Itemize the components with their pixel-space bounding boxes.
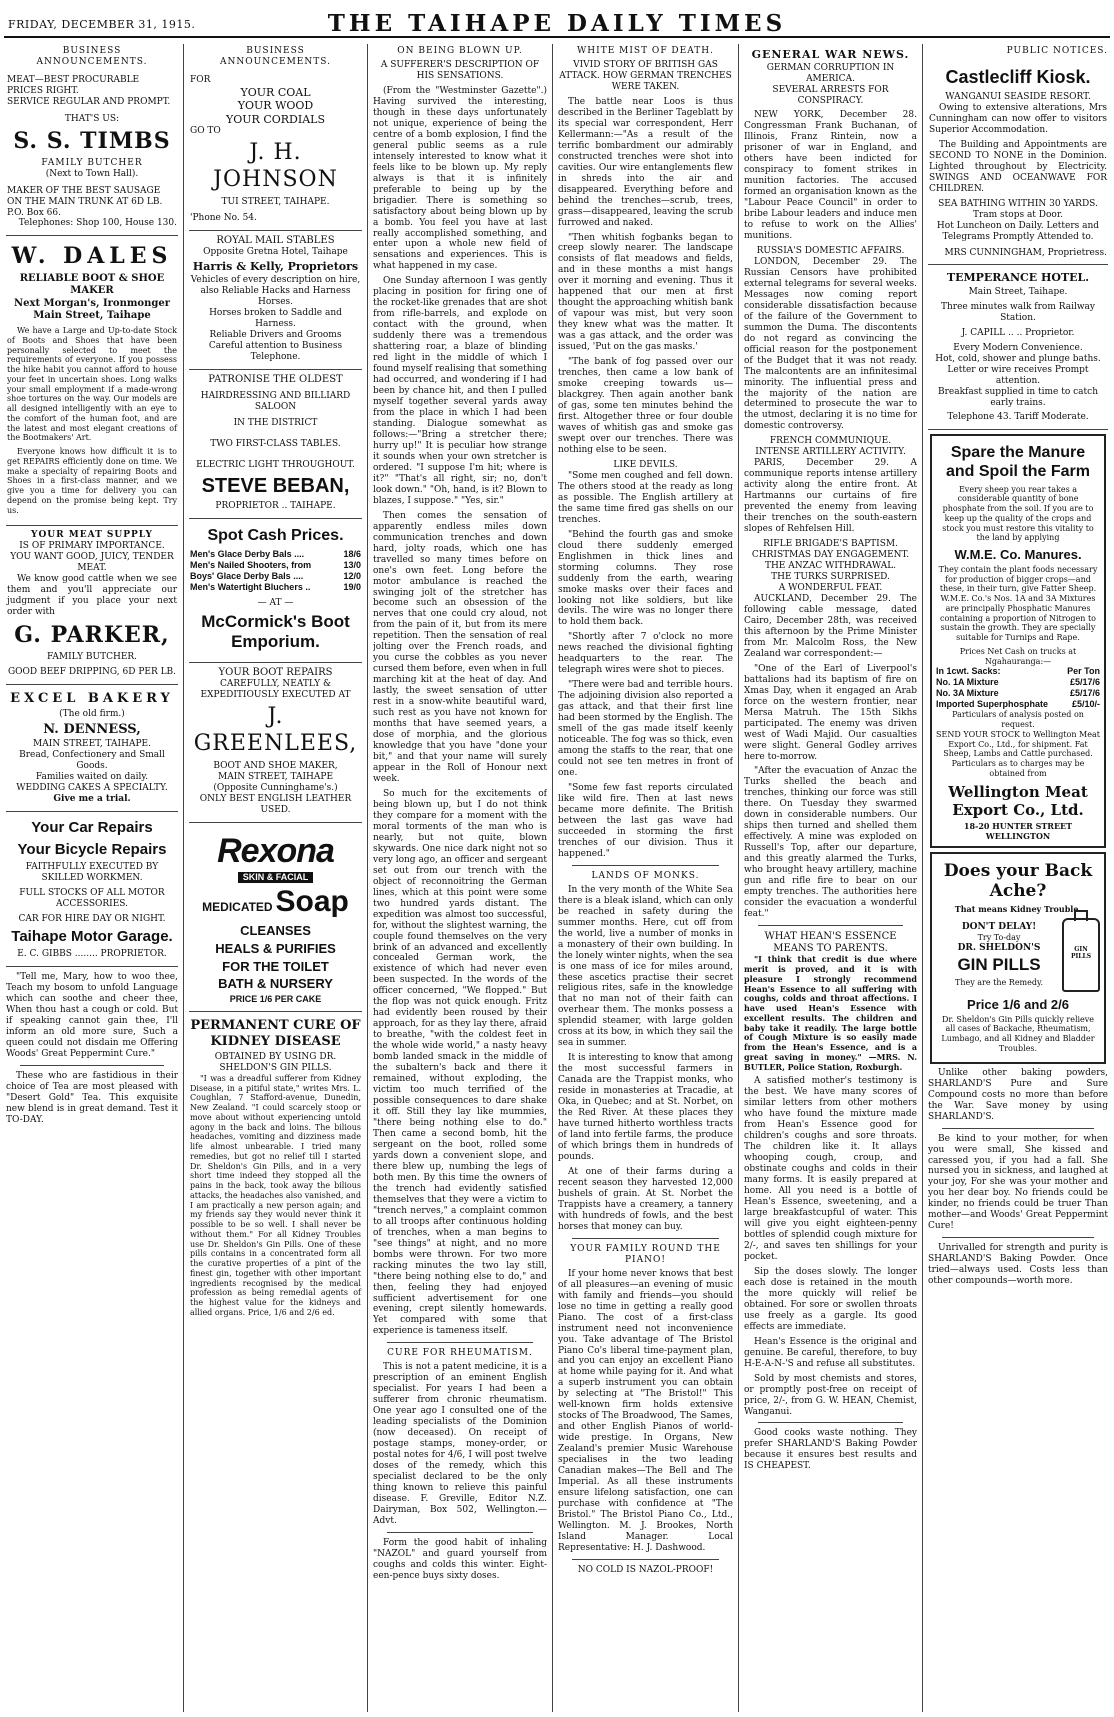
poem-peppermint-cure: "Tell me, Mary, how to woo thee, Teach my bosom to unfold Language which can soothe and cheer thee, When thou hast a cough or cold. But if speaking cannot gain thee, I'll inform an old more sure, Such a queen could not disdain me Offering Woods' Great Peppermint Cure." bbox=[6, 972, 178, 1059]
price-item: No. 1A Mixture bbox=[936, 677, 999, 688]
ad-line: FAITHFULLY EXECUTED BY SKILLED WORKMEN. bbox=[25, 861, 159, 883]
article-paragraph: A satisfied mother's testimony is the best. We have many scores of similar letters from other mothers who have found the mixture made from Hean's Essence good for children's coughs and sore throats. The children like it. It allays whooping cough, croup, and obstinate coughs and colds in their many forms. It is easily prepared at home. All you need is a bottle of Hean's Essence, sweetening, and a large breakfastcupful of water. This will give you eight eighteen-penny bottles of splendid cough mixture for 2/-, and saves ten shillings for your pocket. bbox=[744, 1076, 917, 1262]
ad-body: They contain the plant foods necessary for production of bigger crops—and these, in their turn, give Fatter Sheep. W.M.E. Co.'s Nos. 1A and 3A Mixtures are principally Phosphatic Manures containing a proportion of Nitrogen to sustain the growth. They are specially suitable for Turnips and Rape. bbox=[938, 564, 1098, 643]
ad-line: E. C. GIBBS ........ PROPRIETOR. bbox=[17, 949, 167, 960]
ad-parker bbox=[6, 526, 178, 685]
ad-title: Castlecliff Kiosk. bbox=[945, 66, 1091, 87]
ad-line: SEA BATHING WITHIN 30 YARDS. bbox=[938, 198, 1098, 209]
ad-line: Give me a trial. bbox=[53, 794, 131, 805]
ad-line: FAMILY BUTCHER bbox=[41, 157, 143, 168]
ad-line: YOUR BOOT REPAIRS bbox=[218, 667, 333, 679]
ad-line: Prices Net Cash on trucks at Ngahauranga:— bbox=[959, 646, 1077, 666]
column-rule bbox=[738, 44, 739, 1712]
news-headline: A WONDERFUL FEAT. bbox=[778, 582, 883, 593]
divider bbox=[572, 865, 719, 866]
ad-name: J. H. JOHNSON bbox=[213, 140, 338, 192]
ad-line: J. CAPILL .. .. Proprietor. bbox=[961, 327, 1075, 338]
ad-line: Telephones: Shop 100, House 130. bbox=[18, 218, 177, 229]
article-paragraph: If your home never knows that best of all pleasures—an evening of music with family and friends—you should lose no time in getting a really good Piano. The cost of a first-class instrument need not inconvenience you. Take advantage of The Bristol Piano Co's liberal time-payment plan, and you can enjoy an excellent Piano at home while paying for it. And what a superb instrument you can obtain by selecting at "The Bristol!" This well-known firm holds extensive stocks of The Broadwood, The Sames, and other English Pianos of world-wide prestige. In Organs, New Zealand's premier Music Warehouse specialises in the two leading Canadian makes—The Bell and The Imperial. As all these instruments ensure lifelong satisfaction, one can purchase with confidence at "The Bristol." The Bristol Piano Co., Ltd., Wellington. M. J. Brookes, North Island Manager. Local Representative: H. J. Dashwood. bbox=[558, 1268, 733, 1553]
column-rule bbox=[367, 44, 368, 1712]
ad-line: PROPRIETOR .. TAIHAPE. bbox=[215, 501, 336, 512]
ad-greenlees bbox=[189, 663, 362, 823]
ad-body: Everyone knows how difficult it is to get REPAIRS efficiently done on time. We make a specialty of repairing Boots and Shoes in a first-class manner, and we give you a time for delivery you can depend on the promise being kept. Try us. bbox=[7, 447, 177, 515]
column-rule bbox=[552, 44, 553, 1712]
ad-beban bbox=[189, 370, 362, 519]
ad-line: (Next to Town Hall). bbox=[45, 168, 139, 179]
news-headline: GERMAN CORRUPTION IN AMERICA. bbox=[766, 63, 895, 85]
ad-gin-pills bbox=[930, 852, 1106, 1064]
newspaper-title: THE TAIHAPE DAILY TIMES bbox=[327, 10, 787, 37]
article-paragraph: In the very month of the White Sea there is a bleak island, which can only be reached in safety during the summer months. Here, cut off from the world, live a number of monks in a monastery of their own building. In the lonely winter nights, when the sea is one mass of ice for miles around, these ascetics practise their secret religious rites, safe in the knowledge that no man not of their faith can overhear them. The monks possess a splendid steamer, with large golden cross at its bow, in which they sail the sea in summer. bbox=[558, 884, 733, 1049]
ad-body: We know good cattle when we see them and you'll appreciate our judgment if you place your next order with bbox=[7, 574, 177, 618]
ad-line: HEALS & PURIFIES bbox=[215, 940, 336, 956]
notice-sharland: Unrivalled for strength and purity is SHARLAND'S Baking Powder. Once tried—always used. Costs less than other compounds—worth more. bbox=[928, 1243, 1108, 1287]
ad-line: MAIN STREET, TAIHAPE bbox=[217, 771, 334, 782]
article-paragraph: "Some few fast reports circulated like wild fire. Then at last news became more definite. The British between the last gas wave had succeeded in storming the first trenches of our division. Thus it happened." bbox=[558, 783, 733, 859]
ad-line: Main Street, Taihape. bbox=[968, 286, 1068, 297]
ad-name: STEVE BEBAN, bbox=[201, 475, 350, 498]
column-public-notices bbox=[928, 44, 1108, 1712]
ad-line: Tram stops at Door. bbox=[972, 209, 1064, 220]
article-paragraph: Hean's Essence is the original and genuine. Be careful, therefore, to buy H-E-A-N-'S and refuse all substitutes. bbox=[744, 1336, 917, 1369]
ad-mccormick bbox=[189, 519, 362, 663]
ad-line: Soap bbox=[275, 885, 349, 919]
article-title: WHITE MIST OF DEATH. bbox=[577, 46, 714, 56]
ad-line: PATRONISE THE OLDEST bbox=[208, 374, 343, 385]
article-title: YOUR FAMILY ROUND THE PIANO! bbox=[570, 1243, 721, 1265]
ad-line: Letter or wire receives Prompt attention. bbox=[947, 364, 1089, 386]
ad-line: PRICE 1/6 PER CAKE bbox=[229, 994, 322, 1005]
ad-line: YOUR COAL bbox=[240, 85, 311, 99]
ad-line: Horses broken to Saddle and Harness. bbox=[209, 308, 342, 330]
section-header: BUSINESS ANNOUNCEMENTS. bbox=[220, 46, 331, 67]
article-paragraph: (From the "Westminster Gazette".) Having survived the interesting, though in these days unfortunately not unique, experience of being the centre of a bomb explosion, I find the general public seems as a rule intensely interested to know what it feels like to be blown up. My reply always is that it is infinitely preferable to being up by the brigadier. There is something so satisfactory about being blown up by a bomb. You feel you have at last really accomplished something, and enter upon a whole new field of sensations and experiences. This is what happened in my case. bbox=[373, 85, 547, 272]
news-paragraph: AUCKLAND, December 29. The following cable message, dated Cairo, December 28th, was received this afternoon by the Prime Minister from Mr. Malcolm Ross, the New Zealand war correspondent:— bbox=[744, 593, 917, 659]
masthead-rule bbox=[4, 36, 1110, 38]
article-paragraph: "Some men coughed and fell down. The others stood at the ready as long as possible. The English artillery at the same time fired gas shells on our trenches. bbox=[558, 470, 733, 525]
ad-title: Does your Back Ache? bbox=[943, 860, 1093, 902]
ad-title: PERMANENT CURE OF KIDNEY DISEASE bbox=[190, 1018, 361, 1050]
divider bbox=[942, 1237, 1094, 1238]
article-paragraph: "Then whitish fogbanks began to creep slowly nearer. The landscape consists of flat meadows and fields, and in these months a mist hangs over it morning and evening. Thus it happened that our men at first thought the approaching whitish bank of vapour was mist, but very soon they knew what was the matter. It was a gas attack, and the order was issued, 'Put on the gas masks.' bbox=[558, 232, 733, 353]
news-paragraph: PARIS, December 29. A communique reports intense artillery activity along the entire front. At Hartmanns our curtains of fire prevented the enemy from leaving their trenches on the south-eastern slopes of Rehfelsen Hill. bbox=[744, 458, 917, 535]
ad-line: Your Car Repairs bbox=[31, 819, 153, 837]
ad-dales bbox=[6, 236, 178, 526]
ad-title: EXCEL BAKERY bbox=[10, 690, 174, 706]
article-subtitle: VIVID STORY OF BRITISH GAS ATTACK. HOW GERMAN TRENCHES WERE TAKEN. bbox=[559, 59, 732, 92]
article-paragraph: So much for the excitements of being blown up, but I do not think they compare for a moment with the moral torments of the man who is nearly, but not quite, blown skywards. One nice dark night not so very long ago, an officer and sergeant set out from our trench with the object of reconnoitring the German lines, which at this point were some two hundred yards distant. The expedition was almost too successful, for, without the slightest warning, the couple found themselves on the very brink of an advanced and excellently concealed German work, the existence of which had never even been suspected. In the words of the officer concerned, "We flopped." But the flop was not quick enough. Fritz had evidently been roused by their approach, for as they lay there, afraid to breathe, "with the coldest feet in the whole wide world," a nasty heavy bomb landed smack in the middle of the subaltern's back and there it remained, without exploding, the victim too much terrified of the possible consequences to dare shake it off. Still they lay like mummies, "there being nothing else to do." Then came a second bomb, hit the sergeant on the boot, rolled some yards down a convenient slope, and there blew up, numbing the legs of both men. By this time the owners of the trench had evidently satisfied themselves that they were a victim to "trench nerves," a complaint common to all troops after continuous holding of trenches, when a man begins to "see things" at night, and no more bombs were thrown. For two more racking minutes the two lay still, "there being nothing else to do," and then, feeling they had enjoyed sufficient advertisement for one evening, crept silently homewards. Yet compared with some that experience is tameness itself. bbox=[373, 788, 547, 1337]
price-header-row bbox=[936, 666, 1100, 677]
divider bbox=[20, 1065, 164, 1066]
divider bbox=[942, 1128, 1094, 1129]
ad-line: WANGANUI SEASIDE RESORT. bbox=[945, 91, 1091, 102]
ad-line: 'Phone No. 54. bbox=[190, 212, 257, 223]
ad-royal-mail-stables bbox=[189, 231, 362, 370]
ad-line: Opposite Gretna Hotel, Taihape bbox=[203, 246, 348, 257]
ad-line: — AT — bbox=[257, 597, 294, 608]
column-business-1 bbox=[6, 44, 178, 1712]
article-paragraph: "Behind the fourth gas and smoke cloud there suddenly emerged Englishmen in thick lines and storming columns. They rose suddenly from the earth, wearing smoke masks over their faces and looking not like soldiers, but like devils. The wire was no longer there to hold them back. bbox=[558, 529, 733, 628]
news-headline: THE ANZAC WITHDRAWAL. bbox=[764, 561, 897, 572]
notice-sharland: Unlike other baking powders, SHARLAND'S Pure and Sure Compound costs no more than before the War. Save money by using SHARLAND'S. bbox=[928, 1067, 1108, 1122]
news-headline: INTENSE ARTILLERY ACTIVITY. bbox=[755, 447, 906, 458]
ad-title: Spare the Manure and Spoil the Farm bbox=[945, 443, 1090, 481]
ad-line: YOUR WOOD bbox=[237, 99, 314, 113]
bottle-label: GIN PILLS bbox=[1070, 945, 1092, 961]
article-paragraph: This is not a patent medicine, it is a prescription of an eminent English specialist. For years I had been a sufferer from chronic rheumatism. One year ago I consulted one of the leading specialists of the Dominion (now deceased). On receipt of postage stamps, money-order, or postal notes for 4/6, I will post twelve doses of the remedy, which this specialist declared to be the only thing known to relieve this painful disease. F. Greville, Editor N.Z. Dairyman, Box 502, Wellington.—Advt. bbox=[373, 1362, 547, 1526]
article-paragraph: Sip the doses slowly. The longer each dose is retained in the mouth the more quickly will relief be obtained. For sore or swollen throats use freely as a gargle. Its good effects are immediate. bbox=[744, 1266, 917, 1332]
section-title: GENERAL WAR NEWS. bbox=[751, 48, 910, 61]
ad-line: P.O. Box 66. bbox=[7, 207, 61, 218]
article-paragraph: "Shortly after 7 o'clock no more news reached the divisional fighting headquarters to the rear. The telegraph wires were shot to pieces. bbox=[558, 632, 733, 676]
ad-line: IS OF PRIMARY IMPORTANCE. bbox=[19, 541, 165, 552]
notice-nazol: NO COLD IS NAZOL-PROOF! bbox=[577, 1564, 714, 1575]
ad-line: FAMILY BUTCHER. bbox=[46, 651, 138, 662]
ad-line: Every Modern Convenience. bbox=[953, 342, 1083, 353]
ad-title: TEMPERANCE HOTEL. bbox=[946, 271, 1090, 285]
divider bbox=[758, 1422, 903, 1423]
ad-name: GIN PILLS bbox=[957, 955, 1041, 975]
column-rule bbox=[183, 44, 184, 1712]
testimonial: "I think that credit is due where merit is proved, and it is with pleasure I strongly recommend Hean's Essence to all suffering with coughs, colds and throat affections. I have used Hean's Essence with excellent results. The children and baby take it readily. The large bottle of Cough Mixture is so easily made from the Hean's Essence, and is a great saving in money." —MRS. N. BUTLER, Police Station, Roxburgh. bbox=[744, 954, 917, 1072]
ad-name: W. DALES bbox=[11, 243, 173, 270]
ad-line: Try To-day bbox=[977, 932, 1021, 942]
ad-body: SEND YOUR STOCK to Wellington Meat Export Co., Ltd., for shipment. Fat Sheep, Lambs and Cattle purchased. Particulars as to charges may be obtained from bbox=[936, 729, 1100, 778]
ad-line: MEDICATED bbox=[202, 900, 273, 915]
ad-line: Families waited on daily. bbox=[35, 772, 149, 783]
ad-line: Reliable Drivers and Grooms bbox=[209, 330, 342, 341]
news-headline: THE TURKS SURPRISED. bbox=[771, 572, 890, 582]
article-paragraph: It is interesting to know that among the most successful farmers in Canada are the Trappist monks, who reside in monasteries at Tracadie, at Oka, in Quebec; and at St. Norbet, on the Red River. At these places they have turned hitherto worthless tracts of land into fertile farms, the produce of which brings them in hundreds of pounds. bbox=[558, 1053, 733, 1162]
news-headline: RIFLE BRIGADE'S BAPTISM. bbox=[763, 539, 898, 550]
ad-line: Particulars of analysis posted on request. bbox=[952, 710, 1084, 730]
price-item: Men's Glace Derby Bals .... bbox=[190, 548, 305, 559]
ad-line: FULL STOCKS OF ALL MOTOR ACCESSORIES. bbox=[19, 887, 165, 909]
article-title: ON BEING BLOWN UP. bbox=[397, 46, 523, 56]
ad-line: That means Kidney Trouble. bbox=[954, 904, 1082, 915]
divider bbox=[572, 1559, 719, 1560]
article-paragraph: Sold by most chemists and stores, or promptly post-free on receipt of price, 2/-, from G. W. HEAN, Chemist, Wanganui. bbox=[744, 1373, 917, 1417]
price-row bbox=[936, 677, 1100, 688]
ad-line: Hot, cold, shower and plunge baths. bbox=[935, 353, 1101, 364]
ad-line: (The old firm.) bbox=[59, 708, 125, 719]
ad-line: 18-20 HUNTER STREET WELLINGTON bbox=[963, 821, 1073, 841]
ad-line: Bread, Confectionery and Small Goods. bbox=[19, 750, 165, 772]
column-war-news bbox=[744, 44, 917, 1712]
ad-line: OBTAINED BY USING DR. SHELDON'S GIN PILLS. bbox=[214, 1052, 337, 1073]
ad-line: BATH & NURSERY bbox=[218, 976, 333, 992]
ad-name: Harris & Kelly, Proprietors bbox=[192, 259, 359, 273]
column-rule bbox=[922, 44, 923, 1712]
issue-date: FRIDAY, DECEMBER 31, 1915. bbox=[8, 18, 196, 31]
ad-line: GO TO bbox=[190, 126, 221, 137]
ad-line: (Opposite Cunninghame's.) bbox=[213, 782, 338, 793]
price-header: In 1cwt. Sacks: bbox=[936, 666, 1001, 677]
ad-title: ROYAL MAIL STABLES bbox=[216, 234, 335, 246]
ad-body: Every sheep you rear takes a considerable quantity of bone phosphate from the soil. If you are to keep up the quality of the crops and stock you must restore this vitality to the land by applying bbox=[942, 484, 1094, 543]
ad-line: Next Morgan's, Ironmonger bbox=[13, 297, 170, 309]
divider bbox=[572, 1238, 719, 1239]
ad-line: TWO FIRST-CLASS TABLES. bbox=[210, 439, 341, 450]
price-item: No. 3A Mixture bbox=[936, 688, 999, 699]
price-row bbox=[190, 571, 361, 582]
price-item: Imported Superphosphate bbox=[936, 699, 1049, 710]
notice-tea: These who are fastidious in their choice of Tea are most pleased with "Desert Gold" Tea. This exquisite new blend is in great demand. Test it TO-DAY. bbox=[6, 1070, 178, 1125]
news-headline: FRENCH COMMUNIQUE. bbox=[769, 436, 892, 447]
article-title: LANDS OF MONKS. bbox=[591, 870, 700, 881]
ad-line: Main Street, Taihape bbox=[33, 309, 151, 321]
price-value: £5/10/- bbox=[1071, 699, 1100, 710]
ad-line: They are the Remedy. bbox=[955, 978, 1043, 988]
ad-line: ONLY BEST ENGLISH LEATHER USED. bbox=[199, 793, 352, 815]
section-header: PUBLIC NOTICES. bbox=[1006, 46, 1108, 56]
column-business-2 bbox=[189, 44, 362, 1712]
article-subhead: LIKE DEVILS. bbox=[613, 459, 678, 470]
news-headline: RUSSIA'S DOMESTIC AFFAIRS. bbox=[756, 245, 905, 256]
article-paragraph: One Sunday afternoon I was gently placing in position for firing one of the rocket-like grenades that are shot from rifle-barrels, and explode on contact with the ground, when suddenly there was a tremendous shattering roar, a blaze of blinding red light in the middle of which I found myself realising that something had occurred, and wondering if I had been by chance hit, and then I pulled myself together several yards away from the place in which I had been standing. Dialogue somewhat as follows:—"Bring a stretcher there; hurry up!" It is peculiar how strange it sounds when your own stretcher is ordered. "I suppose I'm hit; where is it?" "That's all right, sir; no, don't look down." "Oh, hand, is it? Blown to blazes, I suppose." "Yes, sir." bbox=[373, 276, 547, 506]
price-item: Men's Watertight Bluchers .. bbox=[190, 581, 311, 592]
ad-line: YOU WANT GOOD, JUICY, TENDER MEAT. bbox=[10, 552, 174, 574]
ad-line: Telephone 43. Tariff Moderate. bbox=[947, 411, 1089, 422]
price-row bbox=[190, 582, 361, 593]
ad-line: GOOD BEEF DRIPPING, 6D PER LB. bbox=[7, 666, 177, 677]
ad-line: CAR FOR HIRE DAY OR NIGHT. bbox=[18, 913, 166, 924]
ad-line: FOR THE TOILET bbox=[222, 958, 329, 974]
notice-nazol: Form the good habit of inhaling "NAZOL" and guard yourself from coughs and colds this winter. Eight-een-pence buys sixty doses. bbox=[373, 1537, 547, 1581]
ad-line: IN THE DISTRICT bbox=[233, 418, 318, 429]
ad-line: PRICES RIGHT. bbox=[7, 85, 79, 96]
ad-line: MRS CUNNINGHAM, Proprietress. bbox=[944, 247, 1107, 258]
price-row bbox=[936, 688, 1100, 699]
ad-body: The Building and Appointments are SECOND TO NONE in the Dominion. Lighted throughout by Electricity. SWINGS AND OCEANWAVE FOR CHILDREN. bbox=[929, 139, 1107, 194]
article-title: CURE FOR RHEUMATISM. bbox=[387, 1348, 533, 1359]
ad-line: Your Bicycle Repairs bbox=[17, 840, 167, 858]
masthead bbox=[0, 0, 1114, 40]
ad-name: J. GREENLEES, bbox=[193, 704, 358, 757]
ad-body: Dr. Sheldon's Gin Pills quickly relieve all cases of Backache, Rheumatism, Lumbago, and all Kidney and Bladder Troubles. bbox=[941, 1014, 1095, 1053]
ad-line: HAIRDRESSING AND BILLIARD SALOON bbox=[200, 391, 351, 413]
ad-line bbox=[190, 884, 361, 921]
price-value: £5/17/6 bbox=[1069, 677, 1100, 688]
ad-timbs bbox=[6, 71, 178, 237]
ad-line: MEAT—BEST PROCURABLE bbox=[7, 74, 140, 85]
ad-line: Vehicles of every description on hire, also Reliable Hacks and Harness Horses. bbox=[190, 275, 361, 308]
news-paragraph: "After the evacuation of Anzac the Turks shelled the beach and trenches, thinking our force was still there. On Tuesday they swarmed down in considerable numbers. Our ships then turned and shelled them effectively. A mine was exploded on Russell's Top, after our departure, and this greatly alarmed the Turks, who brought heavy artillery, machine gun and rifle fire to bear on our empty trenches. The authorities here consider the evacuation a wonderful feat." bbox=[744, 766, 917, 920]
price-value: £5/17/6 bbox=[1069, 688, 1100, 699]
ad-name: S. S. TIMBS bbox=[13, 127, 171, 154]
ad-line: CAREFULLY, NEATLY & EXPEDITIOUSLY EXECUTED AT bbox=[200, 679, 351, 701]
price-row bbox=[936, 699, 1100, 710]
news-paragraph: NEW YORK, December 28. Congressman Frank Buchanan, of Illinois, Franz Rintein, now a prisoner of war in England, and others have been indicted for conspiracy to foment strikes in munition factories. The accused formed an organisation known as the "Labour Peace Council" in order to bribe Labour leaders and induce men to refuse to work on the Allies' munitions. bbox=[744, 110, 917, 241]
ad-line: CLEANSES bbox=[240, 922, 311, 938]
article-paragraph: "There were bad and terrible hours. The adjoining division also reported a gas attack, and that their first line had been stormed by the English. The smell of the gas made itself keenly noticeable. The fog was so thick, even among the staffs to the rear, that one could not see ten metres in front of one. bbox=[558, 680, 733, 779]
price-item: Boys' Glace Derby Bals .... bbox=[190, 570, 304, 581]
ad-body: We have a Large and Up-to-date Stock of Boots and Shoes that have been personally selected to meet the requirements of everyone. If you possess the hike habit you cannot afford to house your feet in uncertain shoes. Long walks your small employment if a made-wrong shoe tortures on the way. Our models are all designed intelligently with an eye to the comfort of the human foot, and are the latest and most elegant creations of the Bootmakers' Art. bbox=[7, 326, 177, 443]
ad-line: THAT'S US: bbox=[64, 113, 120, 124]
ad-wme-manures bbox=[930, 434, 1106, 848]
notice-sharland: Good cooks waste nothing. They prefer SHARLAND'S Baking Powder because it ensures best results and IS CHEAPEST. bbox=[744, 1428, 917, 1472]
ad-line: WEDDING CAKES A SPECIALTY. bbox=[16, 783, 168, 794]
news-paragraph: LONDON, December 29. The Russian Censors have prohibited external telegrams for several weeks. Messages now coming report considerable dissatisfaction because of the failure of the Government to summon the Duma. The discontents do not regard as convincing the official reason for the postponement of the Budget that it was not ready. The malcontents are an infinitesimal minority. The influential press and the majority of the nation are determined to prosecute the war to the utmost, declaring it is no time for domestic controversy. bbox=[744, 256, 917, 432]
ad-name: N. DENNESS, bbox=[43, 721, 141, 737]
divider bbox=[387, 1342, 533, 1343]
ad-name: G. PARKER, bbox=[14, 622, 170, 649]
ad-bakery bbox=[6, 685, 178, 813]
ad-line: Hot Luncheon on Daily. Letters and Telegrams Promptly Attended to. bbox=[936, 220, 1100, 242]
price-value: 18/6 bbox=[343, 548, 361, 559]
ad-line: FOR bbox=[190, 74, 211, 85]
ad-title: Spot Cash Prices. bbox=[207, 527, 344, 545]
ad-line: SERVICE REGULAR AND PROMPT. bbox=[7, 96, 171, 107]
ad-temperance-hotel bbox=[928, 265, 1108, 429]
article-title: WHAT HEAN'S ESSENCE MEANS TO PARENTS. bbox=[764, 931, 897, 955]
news-paragraph: "One of the Earl of Liverpool's battalions had its baptism of fire on Xmas Day, when it engaged an Arab force on the western frontier, near Mersa Matruh. The 15th Sikhs participated. The enemy was driven west of Wadi Majid. Our casualties were slight. General Godley arrives here to-morrow. bbox=[744, 663, 917, 762]
price-value: 12/0 bbox=[343, 570, 361, 581]
price-item: Men's Nailed Shooters, from bbox=[190, 559, 312, 570]
ad-rexona bbox=[189, 823, 362, 1012]
rexona-logo: Rexona bbox=[217, 831, 334, 870]
ad-castlecliff-kiosk bbox=[928, 60, 1108, 266]
ad-line: MAKER OF THE BEST SAUSAGE ON THE MAIN TRUNK AT 6D LB. bbox=[7, 185, 163, 207]
ad-body: Owing to extensive alterations, Mrs Cunningham can now offer to visitors Superior Accommodation. bbox=[929, 102, 1107, 135]
article-paragraph: At one of their farms during a recent season they harvested 12,000 bushels of grain. At St. Norbet the Trappists have a creamery, a tannery with hundreds of fowls, and the best horses that money can buy. bbox=[558, 1166, 733, 1232]
poem-mother: Be kind to your mother, for when you were small, She kissed and caressed you, if you had a fall. She nursed you in sickness, and laughed at your joy, For she was your mother and you her dear boy. No friends could be kinder, no friends could be truer Than mother—and Woods' Great Peppermint Cure! bbox=[928, 1133, 1108, 1232]
divider bbox=[387, 1532, 533, 1533]
ad-name: Taihape Motor Garage. bbox=[11, 927, 173, 945]
ad-line: Breakfast supplied in time to catch early trains. bbox=[937, 386, 1098, 408]
ad-title: YOUR MEAT SUPPLY bbox=[31, 530, 153, 541]
price-row bbox=[190, 560, 361, 571]
ad-kidney-cure bbox=[189, 1012, 362, 1327]
price-row bbox=[190, 549, 361, 560]
ad-line: TUI STREET, TAIHAPE. bbox=[221, 196, 330, 207]
ad-name: McCormick's Boot Emporium. bbox=[201, 611, 350, 652]
gin-pills-bottle-icon bbox=[1062, 918, 1100, 992]
ad-line: BOOT AND SHOE MAKER, bbox=[213, 761, 338, 771]
ad-line: Three minutes walk from Railway Station. bbox=[940, 301, 1095, 323]
ad-line: MAIN STREET, TAIHAPE. bbox=[33, 739, 151, 750]
article-paragraph: Then comes the sensation of apparently endless miles down communication trenches and down hard, jolty roads, which one has travelled so many times before on one's own feet. Long before the motor ambulance is reached the swinging jolt of the stretcher has become such an obsession of the nerves that one could cry aloud, not from the pain of it, but from its mere repetition. Then the sensation of real jolting over the French roads, and you curse the cobbles as you never cursed them before, even when in full marching kit at the heat of day. And lastly, the sweet sensation of utter rest in a snow-white beautiful ward, such rest as you have not known for months that have seemed years, a dose of morphia, and the glorious knowledge that you have "done your bit," and that your name will surely appear in the Roll of Honour next week. bbox=[373, 510, 547, 784]
article-paragraph: The battle near Loos is thus described in the Berliner Tageblatt by its special war correspondent, Herr Kellermann:—"As a result of the terrific bombardment our admirably constructed trenches were shot into cavities. Our wire entanglements flew in shreds into the air and disappeared. Everything before and behind the trenches—scrub, trees, grass—disappeared, leaving the scrub furrowed and naked. bbox=[558, 96, 733, 228]
ad-name: Wellington Meat Export Co., Ltd. bbox=[948, 782, 1088, 819]
news-headline: CHRISTMAS DAY ENGAGEMENT. bbox=[751, 550, 910, 561]
section-header: BUSINESS ANNOUNCEMENTS. bbox=[36, 46, 148, 67]
price-value: 19/0 bbox=[343, 581, 361, 592]
ad-line: Careful attention to Business Telephone. bbox=[208, 341, 343, 363]
ad-line: RELIABLE BOOT & SHOE MAKER bbox=[19, 273, 165, 297]
ad-line: Price 1/6 and 2/6 bbox=[967, 996, 1069, 1012]
ad-line: YOUR CORDIALS bbox=[226, 112, 325, 126]
news-headline: SEVERAL ARRESTS FOR CONSPIRACY. bbox=[772, 85, 889, 107]
column-article-white-mist bbox=[558, 44, 733, 1712]
article-subtitle: A SUFFERER'S DESCRIPTION OF HIS SENSATIONS. bbox=[380, 59, 540, 81]
column-article-blown-up bbox=[373, 44, 547, 1712]
ad-line: ELECTRIC LIGHT THROUGHOUT. bbox=[196, 460, 355, 471]
article-paragraph: "The bank of fog passed over our trenches, then came a low bank of smoke creeping towards us—blackgrey. Then again another bank of gas, some ten minutes behind the first. Altogether three or four double waves of whitish gas and smoke gas swept over our trenches. There was nothing else to be seen. bbox=[558, 357, 733, 455]
ad-line: DON'T DELAY! bbox=[961, 921, 1037, 932]
ad-motor-garage bbox=[6, 812, 178, 967]
ad-body: "I was a dreadful sufferer from Kidney Disease, in a pitiful state," writes Mrs. L. Coughlan, 7 Stafford-avenue, Dunedin, New Zealand. "I could scarcely stoop or move about without experiencing untold agony in the back and loins. The bilious headaches, vomiting and dizziness made life almost unbearable. I tried many remedies, but got no relief till I started Dr. Sheldon's Gin Pills, and in a very short time indeed they stopped all the pains in the back, took away the bilious attacks, the headaches also vanished, and I am practically a new person again; and my friends say they would never think it possible to be so well. I shall never be without them." For all Kidney Troubles use Dr. Sheldon's Gin Pills. One of these pills contains in a concentrated form all the curative properties of a pint of the finest gin, together with other important ingredients recognised by the medical profession as being remedial agents of the highest value for the kidneys and allied organs. Price, 1/6 and 2/6 ed. bbox=[190, 1073, 361, 1317]
ad-line: SKIN & FACIAL bbox=[238, 872, 314, 883]
ad-johnson bbox=[189, 71, 362, 231]
divider bbox=[758, 925, 903, 926]
price-unit: Per Ton bbox=[1067, 666, 1100, 677]
gin-pills-body bbox=[936, 915, 1100, 995]
ad-name: W.M.E. Co. Manures. bbox=[954, 547, 1082, 563]
price-value: 13/0 bbox=[343, 559, 361, 570]
ad-line: DR. SHELDON'S bbox=[957, 942, 1041, 953]
